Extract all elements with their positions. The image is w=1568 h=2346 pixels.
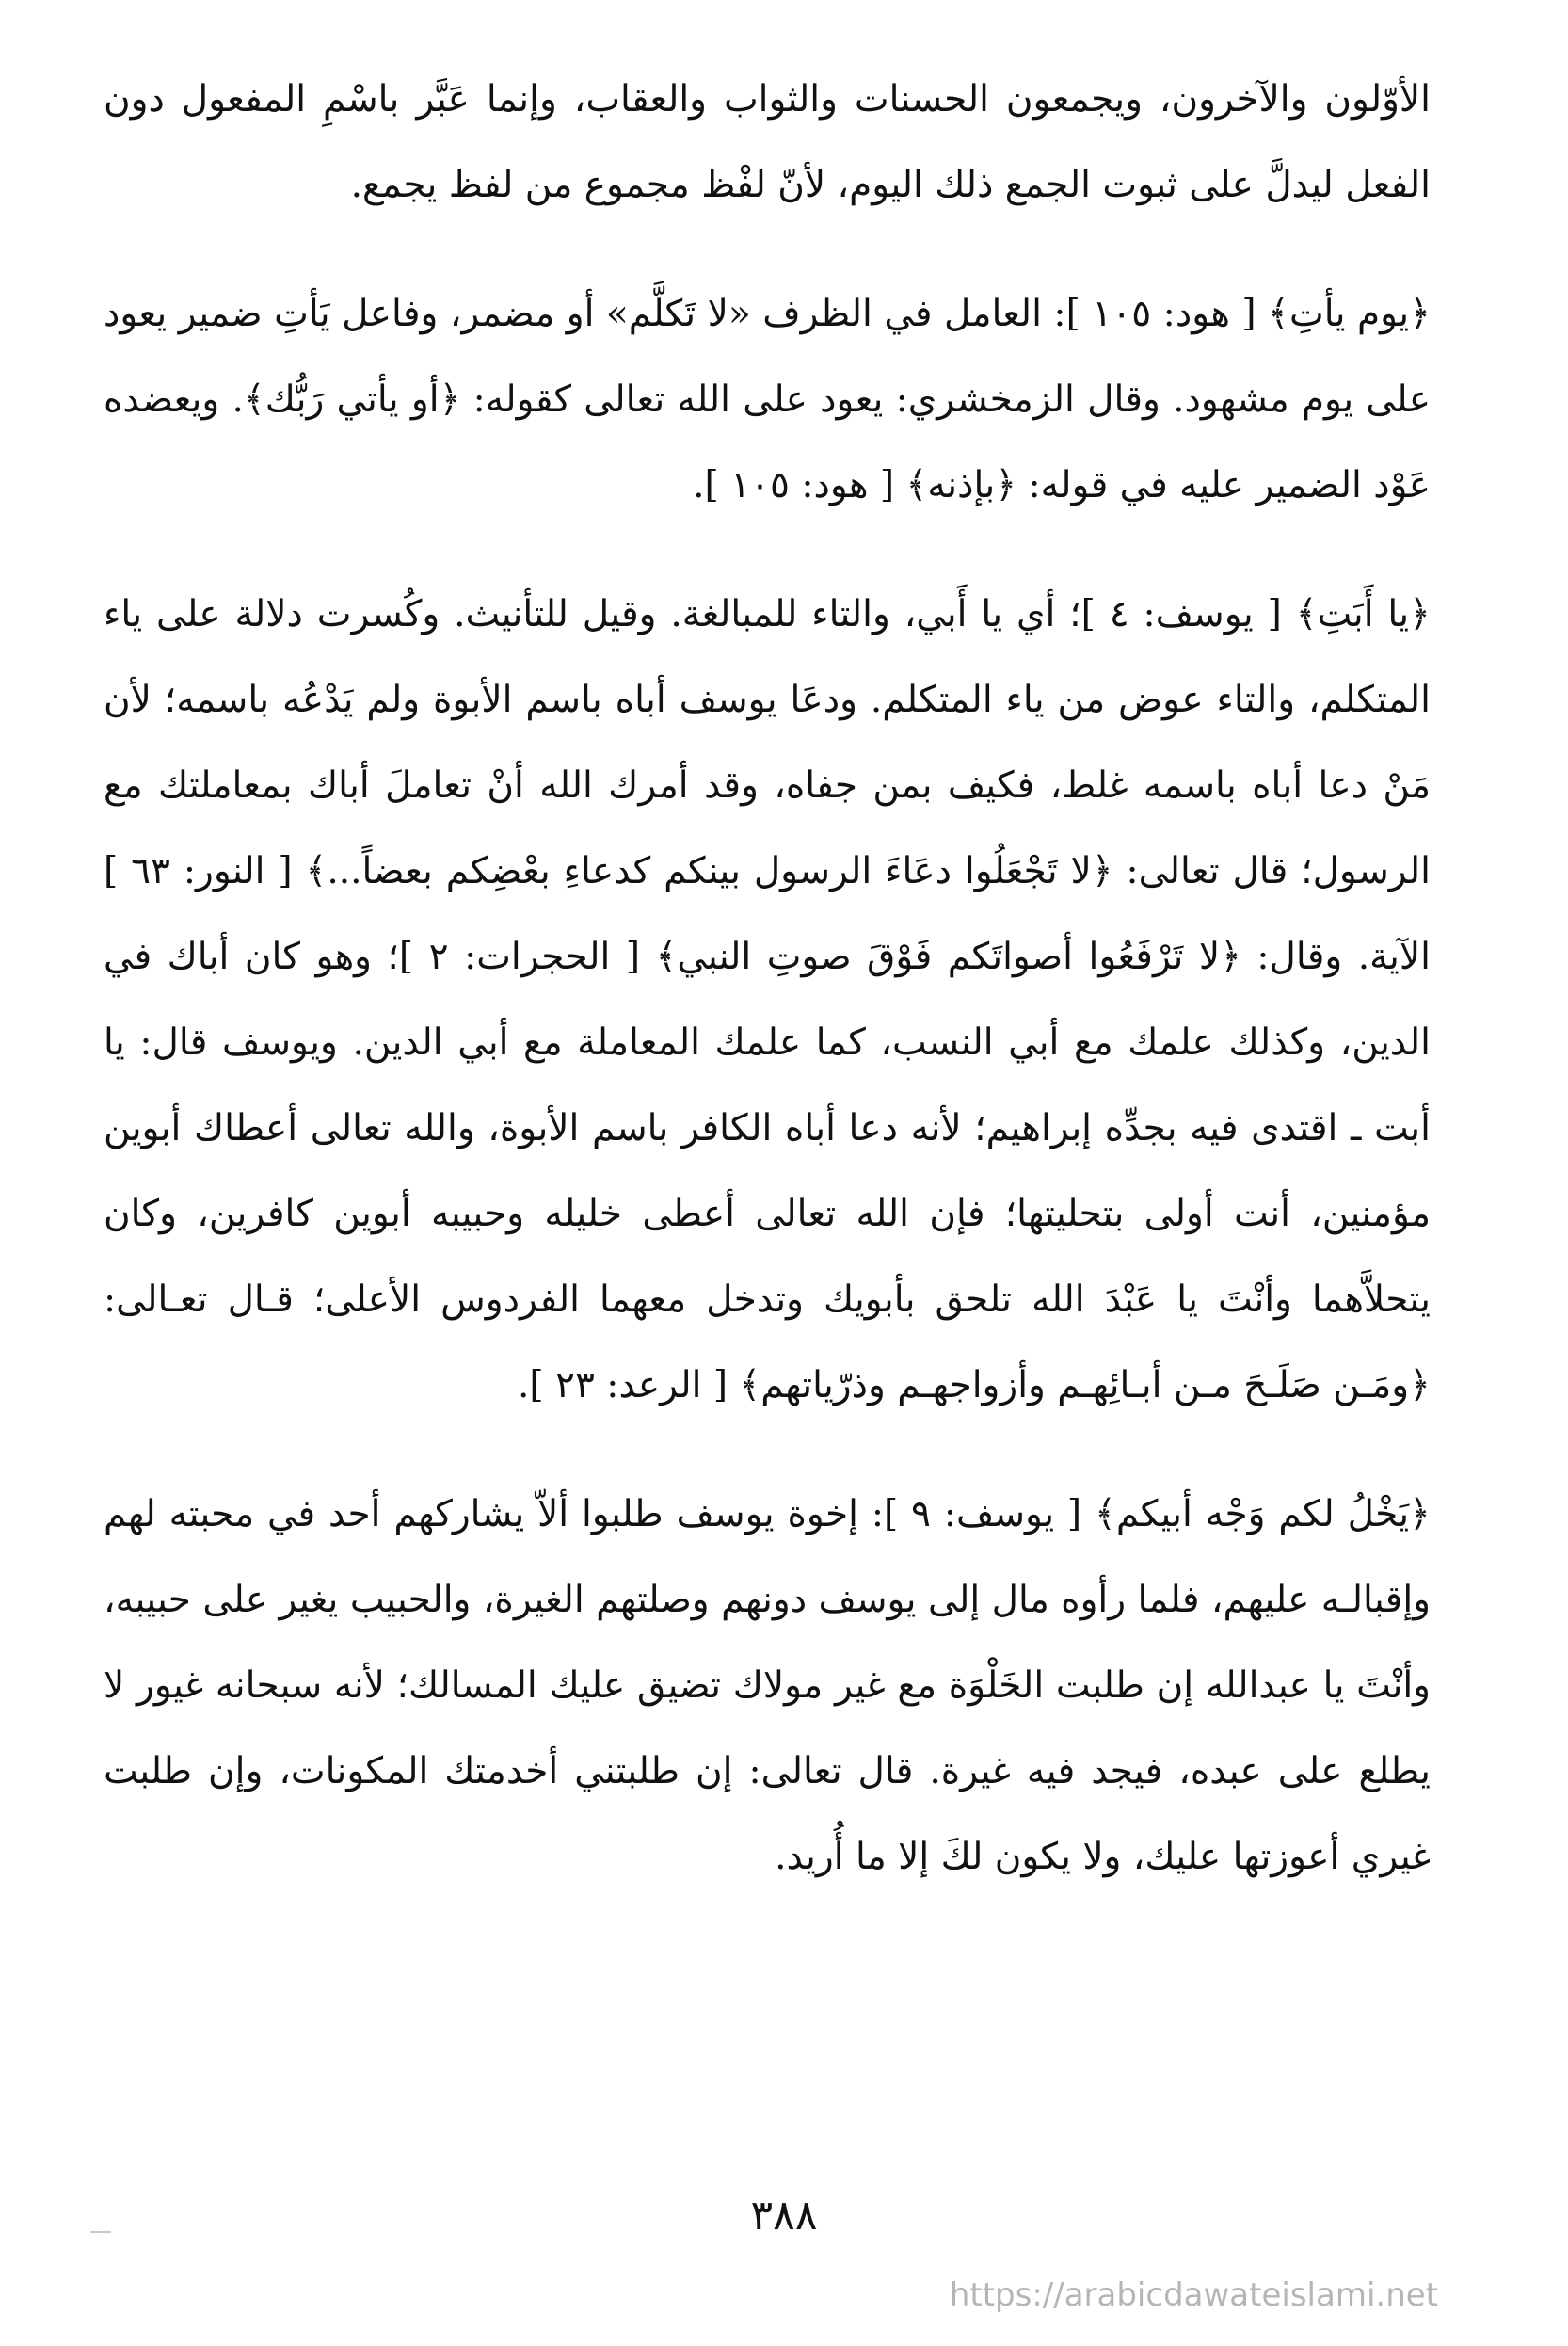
- paragraph-3: ﴿يا أَبَتِ﴾ [ يوسف: ٤ ]؛ أي يا أَبي، والتاء للمبالغة. وقيل للتأنيث. وكُسرت دلالة على ياء المتكلم، والتاء عوض من ياء المتكلم. ودعَا يوسف أباه باسم الأبوة ولم يَدْعُه باسمه؛ لأن مَنْ دعا أباه باسمه غلط، فكيف بمن جفاه، وقد أمرك الله أنْ تعاملَ أباك بمعاملتك مع الرسول؛ قال تعالى: ﴿لا تَجْعَلُوا دعَاءَ الرسول بينكم كدعاءِ بعْضِكم بعضاً...﴾ [ النور: ٦٣ ] الآية. وقال: ﴿لا تَرْفَعُوا أصواتَكم فَوْقَ صوتِ النبي﴾ [ الحجرات: ٢ ]؛ وهو كان أباك في الدين، وكذلك علمك مع أبي النسب، كما علمك المعاملة مع أبي الدين. ويوسف قال: يا أبت ـ اقتدى فيه بجدِّه إبراهيم؛ لأنه دعا أباه الكافر باسم الأبوة، والله تعالى أعطاك أبوين مؤمنين، أنت أولى بتحليتها؛ فإن الله تعالى أعطى خليله وحبيبه أبوين كافرين، وكان يتحلاَّهما وأنْتَ يا عَبْدَ الله تلحق بأبويك وتدخل معهما الفردوس الأعلى؛ قـال تعـالى: ﴿ومَـن صَلَـحَ مـن أبـائِهـم وأزواجهـم وذرّياتهم﴾ [ الرعد: ٢٣ ].: [104, 593, 1431, 1406]
- paragraph-2: ﴿يوم يأتِ﴾ [ هود: ١٠٥ ]: العامل في الظرف «لا تَكلَّم» أو مضمر، وفاعل يَأتِ ضمير يعود على يوم مشهود. وقال الزمخشري: يعود على الله تعالى كقوله: ﴿أو يأتي رَبُّك﴾. ويعضده عَوْد الضمير عليه في قوله: ﴿بإذنه﴾ [ هود: ١٠٥ ].: [104, 293, 1431, 506]
- watermark-url: https://arabicdawateislami.net: [949, 2276, 1438, 2314]
- page-body: [104, 56, 1431, 1900]
- page-number: ٣٨٨: [750, 2192, 818, 2240]
- paragraph-1: الأوّلون والآخرون، ويجمعون الحسنات والثواب والعقاب، وإنما عَبَّر باسْمِ المفعول دون الفعل ليدلَّ على ثبوت الجمع ذلك اليوم، لأنّ لفْظ مجموع من لفظ يجمع.: [104, 78, 1431, 206]
- paragraph-4: ﴿يَخْلُ لكم وَجْه أبيكم﴾ [ يوسف: ٩ ]: إخوة يوسف طلبوا ألاّ يشاركهم أحد في محبته لهم وإقبالـه عليهم، فلما رأوه مال إلى يوسف دونهم وصلتهم الغيرة، والحبيب يغير على حبيبه، وأنْتَ يا عبدالله إن طلبت الخَلْوَة مع غير مولاك تضيق عليك المسالك؛ لأنه سبحانه غيور لا يطلع على عبده، فيجد فيه غيرة. قال تعالى: إن طلبتني أخدمتك المكونات، وإن طلبت غيري أعوزتها عليك، ولا يكون لكَ إلا ما أُريد.: [104, 1493, 1431, 1878]
